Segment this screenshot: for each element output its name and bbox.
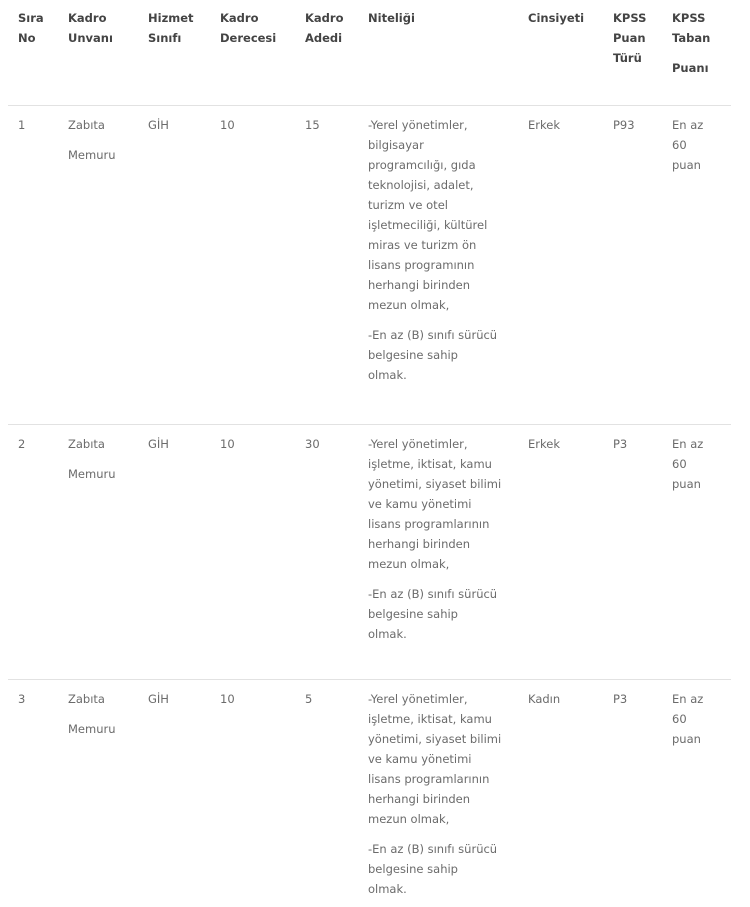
header-sira-no: Sıra No <box>18 11 44 45</box>
cell-adet: 15 <box>305 118 320 132</box>
cell-adet: 30 <box>305 437 320 451</box>
cell-no: 3 <box>18 692 26 706</box>
cell-derece: 10 <box>220 118 235 132</box>
cell-nitelik: -Yerel yönetimler, işletme, iktisat, kamu yönetimi, siyaset bilimi ve kamu yönetimi lisans programlarının herhangi birinden mezun olmak, -En az (B) sınıfı sürücü belgesine sahip olmak. <box>368 437 502 641</box>
cell-puan-turu: P93 <box>613 118 635 132</box>
cell-taban: En az 60 puan <box>672 118 704 172</box>
header-niteligi: Niteliği <box>368 11 415 25</box>
cell-puan-turu: P3 <box>613 437 628 451</box>
cell-unvan: Zabıta Memuru <box>68 437 116 481</box>
row-divider <box>8 105 731 106</box>
cell-derece: 10 <box>220 437 235 451</box>
cell-cinsiyet: Erkek <box>528 437 560 451</box>
cell-sinif: GİH <box>148 437 169 451</box>
cell-unvan: Zabıta Memuru <box>68 692 116 736</box>
cell-nitelik: -Yerel yönetimler, işletme, iktisat, kamu yönetimi, siyaset bilimi ve kamu yönetimi lisans programlarının herhangi birinden mezun olmak, -En az (B) sınıfı sürücü belgesine sahip olmak. <box>368 692 502 896</box>
row-divider <box>8 424 731 425</box>
header-kadro-adedi: Kadro Adedi <box>305 11 344 45</box>
cell-cinsiyet: Kadın <box>528 692 561 706</box>
cell-sinif: GİH <box>148 692 169 706</box>
cell-adet: 5 <box>305 692 313 706</box>
header-kadro-unvani: Kadro Unvanı <box>68 11 113 45</box>
cell-nitelik: -Yerel yönetimler, bilgisayar programcılığı, gıda teknolojisi, adalet, turizm ve otel işletmeciliği, kültürel miras ve turizm ön lisans programının herhangi birinden mezun olmak, -En az (B) sınıfı sürücü belgesine sahip olmak. <box>368 118 498 382</box>
cell-cinsiyet: Erkek <box>528 118 560 132</box>
cell-derece: 10 <box>220 692 235 706</box>
header-kadro-derecesi: Kadro Derecesi <box>220 11 277 45</box>
cell-taban: En az 60 puan <box>672 437 704 491</box>
header-hizmet-sinifi: Hizmet Sınıfı <box>148 11 194 45</box>
cell-no: 1 <box>18 118 26 132</box>
cell-taban: En az 60 puan <box>672 692 704 746</box>
row-divider <box>8 679 731 680</box>
cell-sinif: GİH <box>148 118 169 132</box>
cell-no: 2 <box>18 437 26 451</box>
cell-puan-turu: P3 <box>613 692 628 706</box>
cell-unvan: Zabıta Memuru <box>68 118 116 162</box>
header-kpss-puan-turu: KPSS Puan Türü <box>613 11 647 65</box>
header-cinsiyeti: Cinsiyeti <box>528 11 585 25</box>
header-kpss-taban-puani: KPSS Taban Puanı <box>672 11 711 75</box>
